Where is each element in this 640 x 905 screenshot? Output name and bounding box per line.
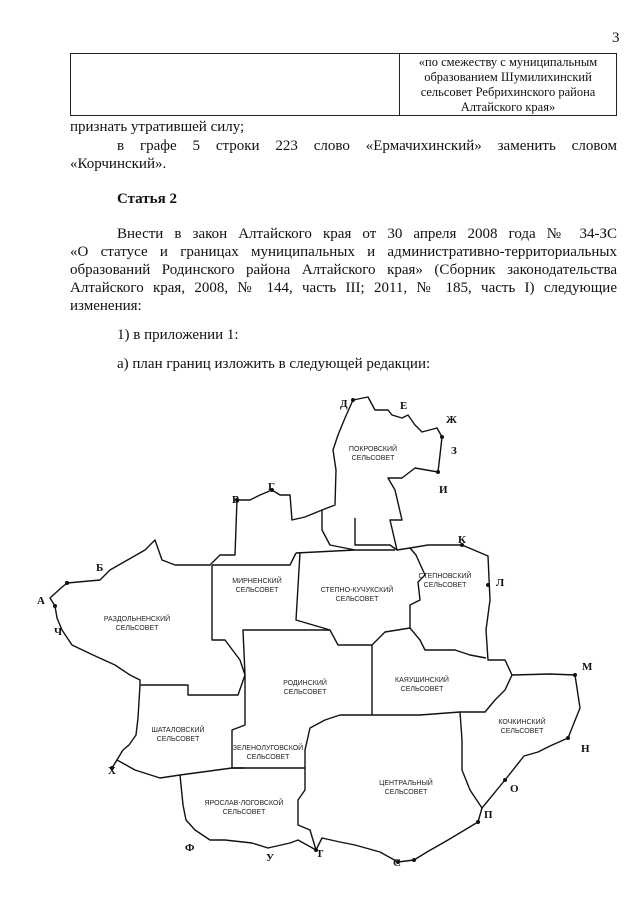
point-label: Т	[316, 848, 324, 860]
paragraph-repeal: признать утратившей силу;	[70, 119, 245, 135]
region-label-rodinsky: РОДИНСКИЙ СЕЛЬСОВЕТ	[283, 680, 327, 696]
article-heading: Статья 2	[117, 191, 177, 207]
region-label-stepnovsky: СТЕПНОВСКИЙ СЕЛЬСОВЕТ	[418, 573, 472, 589]
point-label: Н	[581, 743, 590, 755]
page-number: 3	[612, 30, 620, 46]
region-label-stepno-kuchuksky: СТЕПНО-КУЧУКСКИЙ СЕЛЬСОВЕТ	[320, 587, 394, 603]
point-label: З	[451, 445, 457, 457]
point-label: Г	[268, 481, 275, 493]
point-label: Л	[496, 577, 505, 589]
point-label: И	[439, 484, 448, 496]
region-label-yaroslav-logovskoy: ЯРОСЛАВ-ЛОГОВСКОЙ СЕЛЬСОВЕТ	[204, 800, 284, 816]
region-label-tsentralny: ЦЕНТРАЛЬНЫЙ СЕЛЬСОВЕТ	[379, 780, 433, 796]
point-label: С	[393, 857, 401, 869]
paragraph-amend-line3: образований Родинского района Алтайского края» (Сборник законодательства	[70, 262, 617, 278]
point-label: Х	[108, 765, 116, 777]
paragraph-amend-line5: изменения:	[70, 298, 142, 314]
paragraph-amend-line1: Внести в закон Алтайского края от 30 апреля 2008 года № 34-ЗС	[117, 226, 617, 242]
paragraph-amend-line4: Алтайского края, 2008, № 144, часть III; 2011, № 185, часть I) следующие	[70, 280, 617, 296]
region-label-mirnensky: МИРНЕНСКИЙ СЕЛЬСОВЕТ	[232, 578, 282, 594]
point-label: У	[266, 852, 275, 864]
region-label-zelenolugovskoy: ЗЕЛЕНОЛУГОВСКОЙ СЕЛЬСОВЕТ	[232, 745, 304, 761]
point-label: А	[37, 595, 45, 607]
paragraph-replace-line2: «Корчинский».	[70, 156, 167, 172]
point-label: К	[458, 534, 466, 546]
table-cell-text: «по смежеству с муниципальным образованием Шумилихинский сельсовет Ребрихинского района Алтайского края»	[400, 54, 617, 116]
point-label: В	[232, 494, 240, 506]
region-label-shatalovsky: ШАТАЛОВСКИЙ СЕЛЬСОВЕТ	[151, 727, 205, 743]
point-label: Ч	[54, 626, 63, 638]
paragraph-replace-line1: в графе 5 строки 223 слово «Ермачихинский» заменить словом	[117, 138, 617, 154]
region-label-kayaushinsky: КАЯУШИНСКИЙ СЕЛЬСОВЕТ	[395, 677, 449, 693]
point-label: Д	[340, 398, 348, 410]
point-label: Ф	[185, 842, 195, 854]
point-label: М	[582, 661, 593, 673]
region-label-razdolnensky: РАЗДОЛЬНЕНСКИЙ СЕЛЬСОВЕТ	[103, 616, 171, 632]
point-label: Е	[400, 400, 408, 412]
list-item-plan: а) план границ изложить в следующей редакции:	[117, 356, 431, 372]
region-label-kochkinsky: КОЧКИНСКИЙ СЕЛЬСОВЕТ	[498, 719, 546, 735]
list-item-appendix: 1) в приложении 1:	[117, 327, 239, 343]
point-label: П	[484, 809, 493, 821]
point-label: Б	[96, 562, 104, 574]
region-label-pokrovsky: ПОКРОВСКИЙ СЕЛЬСОВЕТ	[348, 446, 398, 462]
point-label: О	[510, 783, 519, 795]
point-label: Ж	[446, 414, 457, 426]
paragraph-amend-line2: «О статусе и границах муниципальных и административно-территориальных	[70, 244, 617, 260]
